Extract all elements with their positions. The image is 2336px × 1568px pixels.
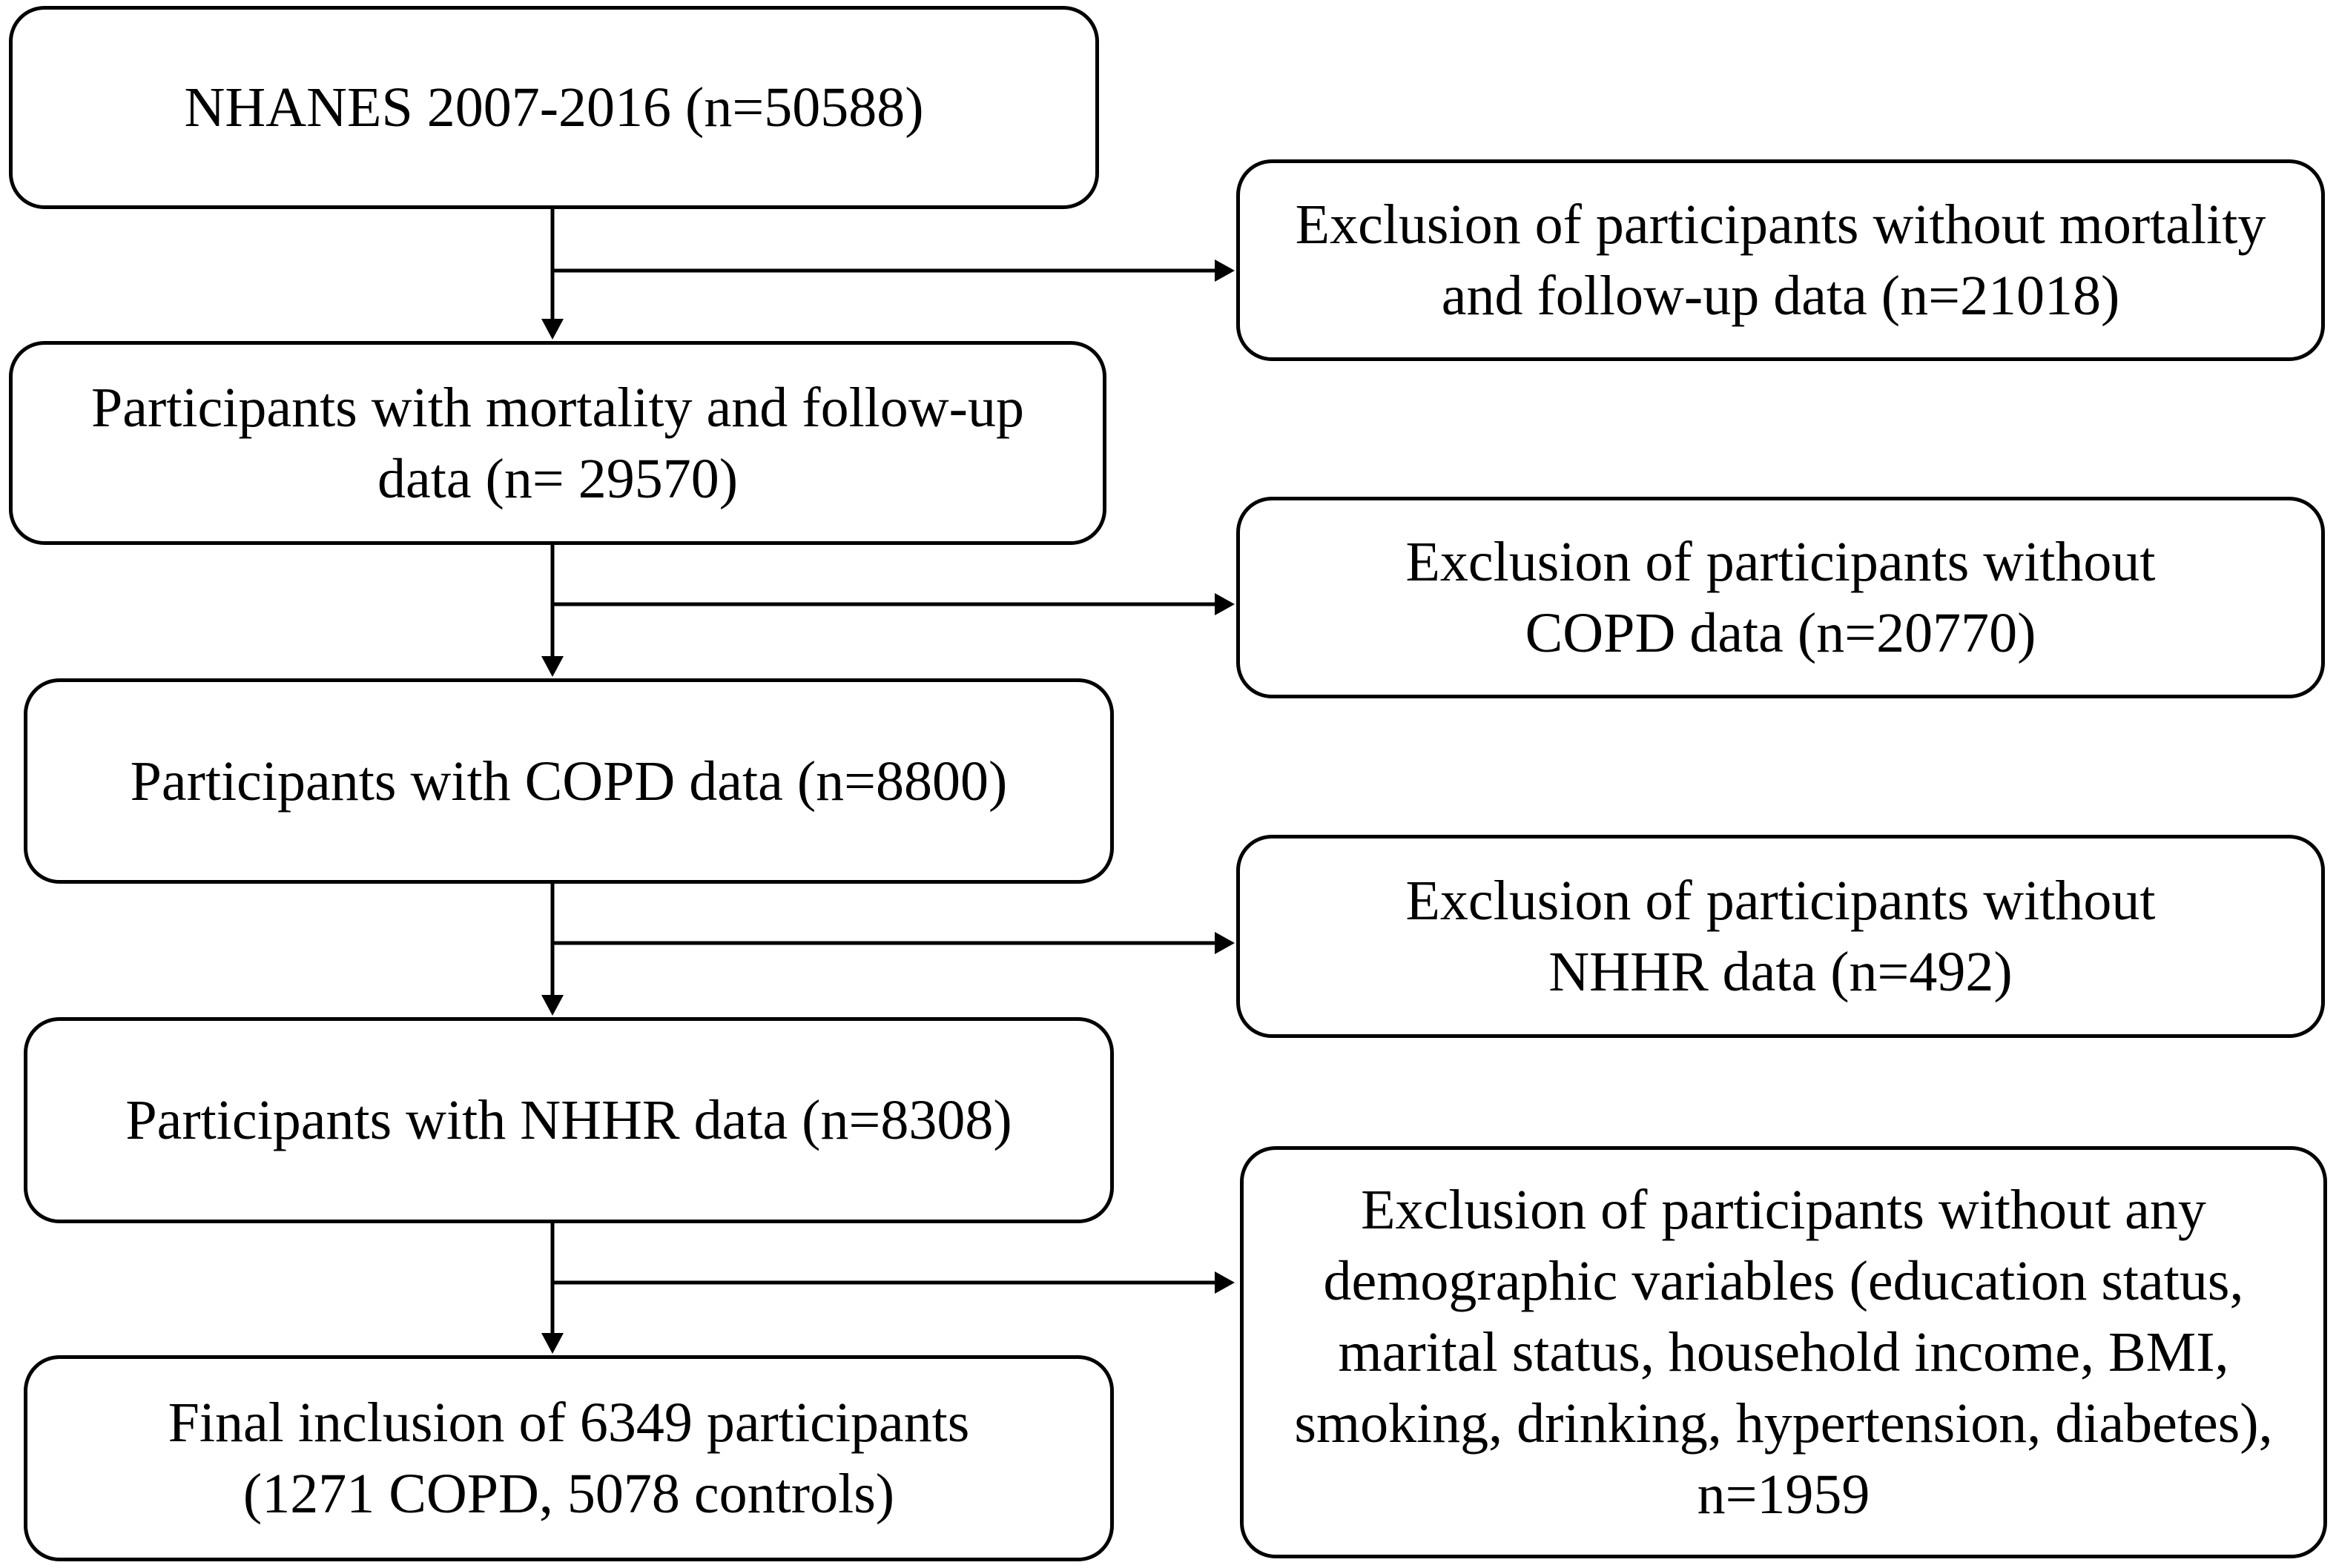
exclusion-text-mortality: Exclusion of participants without mortality and follow-up data (n=21018) — [1295, 193, 2266, 327]
down-arrowhead-1 — [541, 319, 564, 340]
step-text-mortality: Participants with mortality and follow-up data (n= 29570) — [90, 376, 1024, 510]
step-text-copd: Participants with COPD data (n=8800) — [130, 750, 1008, 813]
side-arrowhead-4 — [1215, 1271, 1235, 1294]
side-arrowhead-1 — [1215, 259, 1235, 282]
exclusion-box-mortality — [1236, 159, 2325, 361]
down-arrowhead-2 — [541, 656, 564, 677]
down-arrowhead-3 — [541, 995, 564, 1016]
exclusion-box-copd — [1236, 497, 2325, 698]
exclusion-text-nhhr: Exclusion of participants without NHHR data (n=492) — [1405, 870, 2156, 1003]
step-box-nhhr — [24, 1017, 1114, 1223]
exclusion-box-nhhr — [1236, 835, 2325, 1038]
exclusion-text-copd: Exclusion of participants without COPD data (n=20770) — [1405, 531, 2156, 664]
step-box-copd — [24, 678, 1114, 884]
exclusion-box-demographics — [1240, 1146, 2327, 1558]
step-text-final: Final inclusion of 6349 participants (1271 COPD, 5078 controls) — [168, 1392, 970, 1525]
step-text-nhhr: Participants with NHHR data (n=8308) — [125, 1089, 1012, 1151]
down-arrowhead-4 — [541, 1333, 564, 1354]
step-text-nhanes: NHANES 2007-2016 (n=50588) — [184, 76, 924, 139]
exclusion-text-demographics: Exclusion of participants without any demographic variables (education status, marital status, household income, BMI, smoking, drinking, hypertension, diabetes), n=1959 — [1294, 1179, 2273, 1526]
side-arrowhead-3 — [1215, 932, 1235, 954]
step-box-mortality — [9, 341, 1106, 545]
step-box-nhanes — [9, 6, 1099, 209]
side-arrowhead-2 — [1215, 593, 1235, 615]
step-box-final — [24, 1355, 1114, 1561]
